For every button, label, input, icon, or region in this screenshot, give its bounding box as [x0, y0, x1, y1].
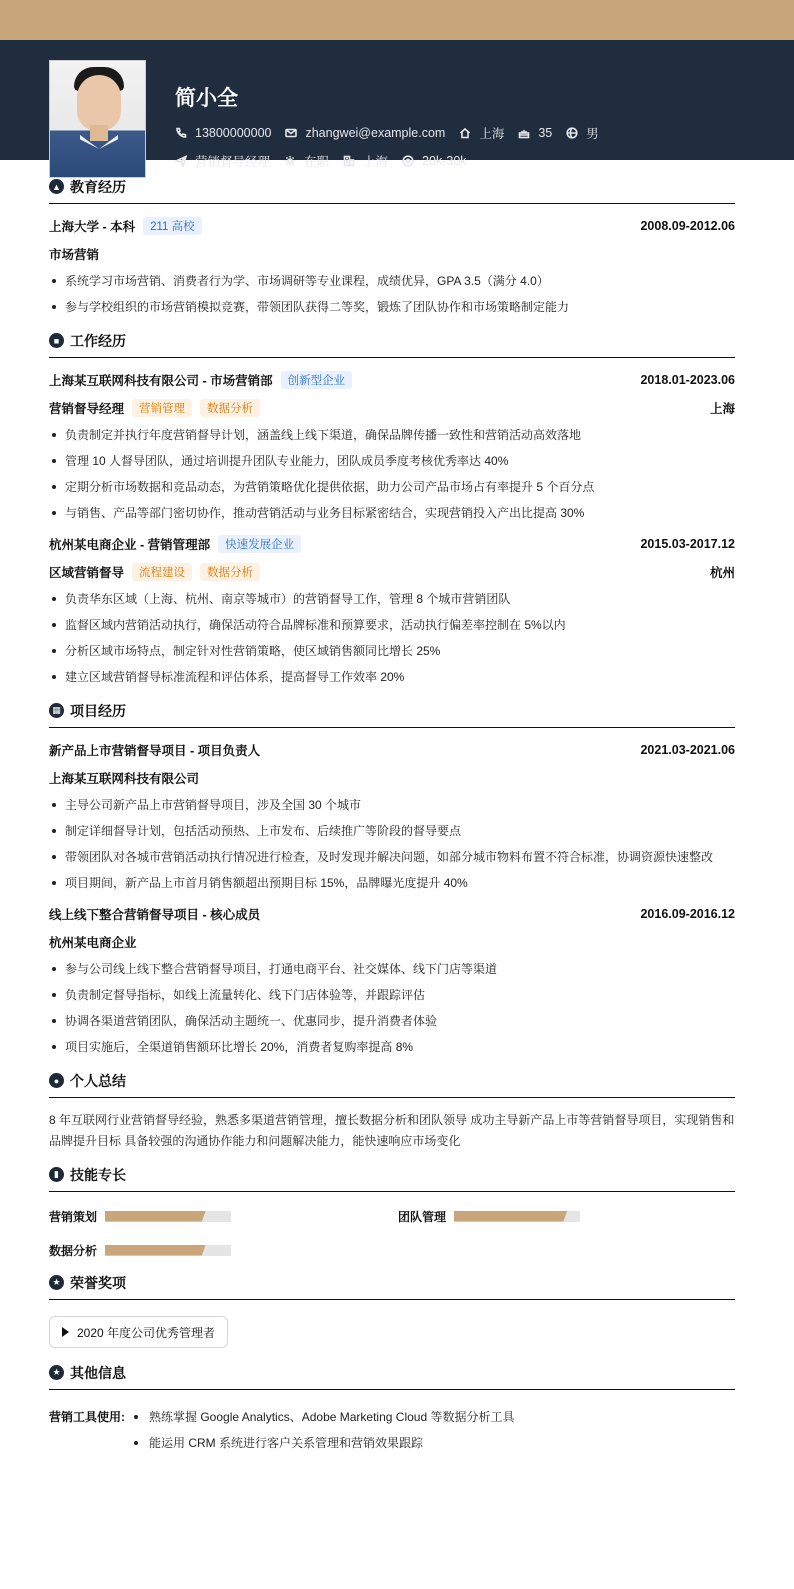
home-icon	[459, 127, 471, 139]
list-item: 与销售、产品等部门密切协作，推动营销活动与业务目标紧密结合，实现营销投入产出比提高 30%	[49, 500, 735, 526]
email-info: zhangwei@example.com	[285, 126, 445, 140]
skills-grid	[49, 1200, 735, 1266]
list-item: 项目实施后，全渠道销售额环比增长 20%，消费者复购率提高 8%	[49, 1034, 735, 1060]
list-item: 定期分析市场数据和竞品动态，为营销策略优化提供依据，助力公司产品市场占有率提升 5 个百分点	[49, 474, 735, 500]
list-item: 参与学校组织的市场营销模拟竞赛，带领团队获得二等奖，锻炼了团队协作和市场策略制定能力	[49, 294, 735, 320]
work-section-header	[49, 324, 735, 358]
project-org-line	[49, 764, 735, 792]
job-entry-header	[49, 530, 735, 558]
project-org: 杭州某电商企业	[49, 936, 137, 950]
skill-name: 数据分析	[49, 1243, 98, 1258]
project-entry-header	[49, 900, 735, 928]
list-item: 协调各渠道营销团队，确保活动主题统一、优惠同步，提升消费者体验	[49, 1008, 735, 1034]
education-section-header	[49, 170, 735, 204]
list-item: 项目期间，新产品上市首月销售额超出预期目标 15%，品牌曝光度提升 40%	[49, 870, 735, 896]
summary-text: 8 年互联网行业营销督导经验，熟悉多渠道营销管理，擅长数据分析和团队领导 成功主导新产品上市等营销督导项目，实现销售和 品牌提升目标 具备较强的沟通协作能力和问题解决能力，能快速响应市场变化	[49, 1113, 735, 1148]
cake-icon	[518, 127, 530, 139]
play-icon	[62, 1327, 69, 1337]
skill-level-bar	[105, 1245, 231, 1256]
project-entry-header	[49, 736, 735, 764]
target-icon	[402, 155, 414, 167]
mail-icon	[285, 127, 297, 139]
honors-section-header	[49, 1266, 735, 1300]
list-item: 建立区域营销督导标准流程和评估体系，提高督导工作效率 20%	[49, 664, 735, 690]
skill-level-fill	[105, 1211, 206, 1222]
skill-name: 团队管理	[398, 1209, 447, 1224]
section-title: 个人总结	[70, 1072, 126, 1089]
skill-level-fill	[105, 1245, 206, 1256]
building-icon	[343, 155, 355, 167]
list-item: 负责华东区域（上海、杭州、南京等城市）的营销督导工作，管理 8 个城市营销团队	[49, 586, 735, 612]
skill-tag: 数据分析	[200, 563, 260, 581]
other-label: 营销工具使用:	[49, 1410, 125, 1424]
list-item: 主导公司新产品上市营销督导项目，涉及全国 30 个城市	[49, 792, 735, 818]
project-name: 线上线下整合营销督导项目 - 核心成员	[49, 908, 261, 922]
list-item: 管理 10 人督导团队，通过培训提升团队专业能力，团队成员季度考核优秀率达 40%	[49, 448, 735, 474]
project-name: 新产品上市营销督导项目 - 项目负责人	[49, 744, 261, 758]
job-role: 区域营销督导	[49, 566, 125, 580]
school-tag: 211 高校	[143, 217, 202, 235]
honor-item[interactable]	[49, 1316, 228, 1348]
list-item: 制定详细督导计划，包括活动预热、上市发布、后续推广等阶段的督导要点	[49, 818, 735, 844]
job-role: 营销督导经理	[49, 402, 125, 416]
skill-name: 营销策划	[49, 1209, 98, 1224]
other-bullets	[131, 1404, 514, 1456]
job-bullets	[49, 422, 735, 526]
education-entry-header	[49, 212, 735, 240]
project-bullets	[49, 956, 735, 1060]
project-date: 2021.03-2021.06	[640, 743, 735, 757]
school-name: 上海大学 - 本科	[49, 220, 136, 234]
role-line	[49, 394, 735, 422]
briefcase-icon: ■	[49, 333, 64, 348]
list-item: 分析区域市场特点，制定针对性营销策略，使区域销售额同比增长 25%	[49, 638, 735, 664]
list-item: 带领团队对各城市营销活动执行情况进行检查，及时发现并解决问题，如部分城市物料布置不符合标准，协调资源快速整改	[49, 844, 735, 870]
city-info: 上海	[459, 124, 504, 142]
skill-tag: 营销管理	[132, 399, 192, 417]
projects-section-header	[49, 694, 735, 728]
bar-chart-icon: ▮	[49, 1167, 64, 1182]
job-date: 2018.01-2023.06	[640, 373, 735, 387]
skill-level-fill	[454, 1211, 567, 1222]
user-circle-icon	[566, 127, 578, 139]
education-date: 2008.09-2012.06	[640, 219, 735, 233]
phone-info: 13800000000	[175, 126, 271, 140]
contact-info-row	[175, 124, 613, 142]
list-item: 负责制定并执行年度营销督导计划，涵盖线上线下渠道，确保品牌传播一致性和营销活动高效落地	[49, 422, 735, 448]
company-tag: 创新型企业	[281, 371, 353, 389]
list-item: 系统学习市场营销、消费者行为学、市场调研等专业课程，成绩优异，GPA 3.5（满分 4.0）	[49, 268, 735, 294]
role-line	[49, 558, 735, 586]
top-accent-band	[0, 0, 794, 40]
candidate-name: 简小全	[175, 87, 238, 110]
avatar	[49, 60, 146, 178]
skill-tag: 流程建设	[132, 563, 192, 581]
project-org: 上海某互联网科技有限公司	[49, 772, 200, 786]
age-info: 35	[518, 126, 552, 140]
job-bullets	[49, 586, 735, 690]
education-bullets	[49, 268, 735, 320]
gear-icon	[284, 155, 296, 167]
paper-plane-icon	[175, 155, 187, 167]
project-date: 2016.09-2016.12	[640, 907, 735, 921]
list-item: 负责制定督导指标，如线上流量转化、线下门店体验等，并跟踪评估	[49, 982, 735, 1008]
summary-section-header	[49, 1064, 735, 1098]
gender-info: 男	[566, 124, 599, 142]
major: 市场营销	[49, 248, 100, 262]
company-name: 上海某互联网科技有限公司 - 市场营销部	[49, 374, 273, 388]
section-title: 其他信息	[70, 1364, 126, 1381]
other-section-header	[49, 1356, 735, 1390]
status-info: 在职	[284, 152, 329, 170]
section-title: 荣誉奖项	[70, 1274, 126, 1291]
user-icon: ●	[49, 1073, 64, 1088]
major-line	[49, 240, 735, 268]
job-location: 上海	[709, 402, 735, 416]
job-entry-header	[49, 366, 735, 394]
section-title: 技能专长	[70, 1166, 126, 1183]
company-tag: 快速发展企业	[218, 535, 301, 553]
section-title: 项目经历	[70, 702, 126, 719]
job-date: 2015.03-2017.12	[640, 537, 735, 551]
target-city-info: 上海	[343, 152, 388, 170]
list-item: 监督区域内营销活动执行，确保活动符合品牌标准和预算要求，活动执行偏差率控制在 5%以内	[49, 612, 735, 638]
grid-icon: ▦	[49, 703, 64, 718]
award-icon: ★	[49, 1275, 64, 1290]
list-item: 参与公司线上线下整合营销督导项目，打通电商平台、社交媒体、线下门店等渠道	[49, 956, 735, 982]
resume-body	[49, 170, 735, 1460]
other-info	[49, 1398, 735, 1460]
section-title: 工作经历	[70, 332, 126, 349]
project-org-line	[49, 928, 735, 956]
job-title-info: 营销督导经理	[175, 152, 270, 170]
skill-level-bar	[454, 1211, 580, 1222]
list-item: 熟练掌握 Google Analytics、Adobe Marketing Cloud 等数据分析工具	[131, 1404, 514, 1430]
graduation-cap-icon: ▲	[49, 179, 64, 194]
skill-tag: 数据分析	[200, 399, 260, 417]
company-name: 杭州某电商企业 - 营销管理部	[49, 538, 211, 552]
list-item: 能运用 CRM 系统进行客户关系管理和营销效果跟踪	[131, 1430, 514, 1456]
salary-info: 20k-30k	[402, 154, 466, 168]
skills-section-header	[49, 1158, 735, 1192]
phone-icon	[175, 127, 187, 139]
section-title: 教育经历	[70, 178, 126, 195]
resume-header	[0, 40, 794, 169]
job-location: 杭州	[709, 566, 735, 580]
skill-item	[49, 1240, 398, 1260]
project-bullets	[49, 792, 735, 896]
job-info-row	[175, 152, 481, 170]
skill-level-bar	[105, 1211, 231, 1222]
award-icon: ★	[49, 1365, 64, 1380]
skill-item	[49, 1206, 398, 1226]
skill-item	[398, 1206, 735, 1226]
honor-label: 2020 年度公司优秀管理者	[77, 1325, 216, 1340]
